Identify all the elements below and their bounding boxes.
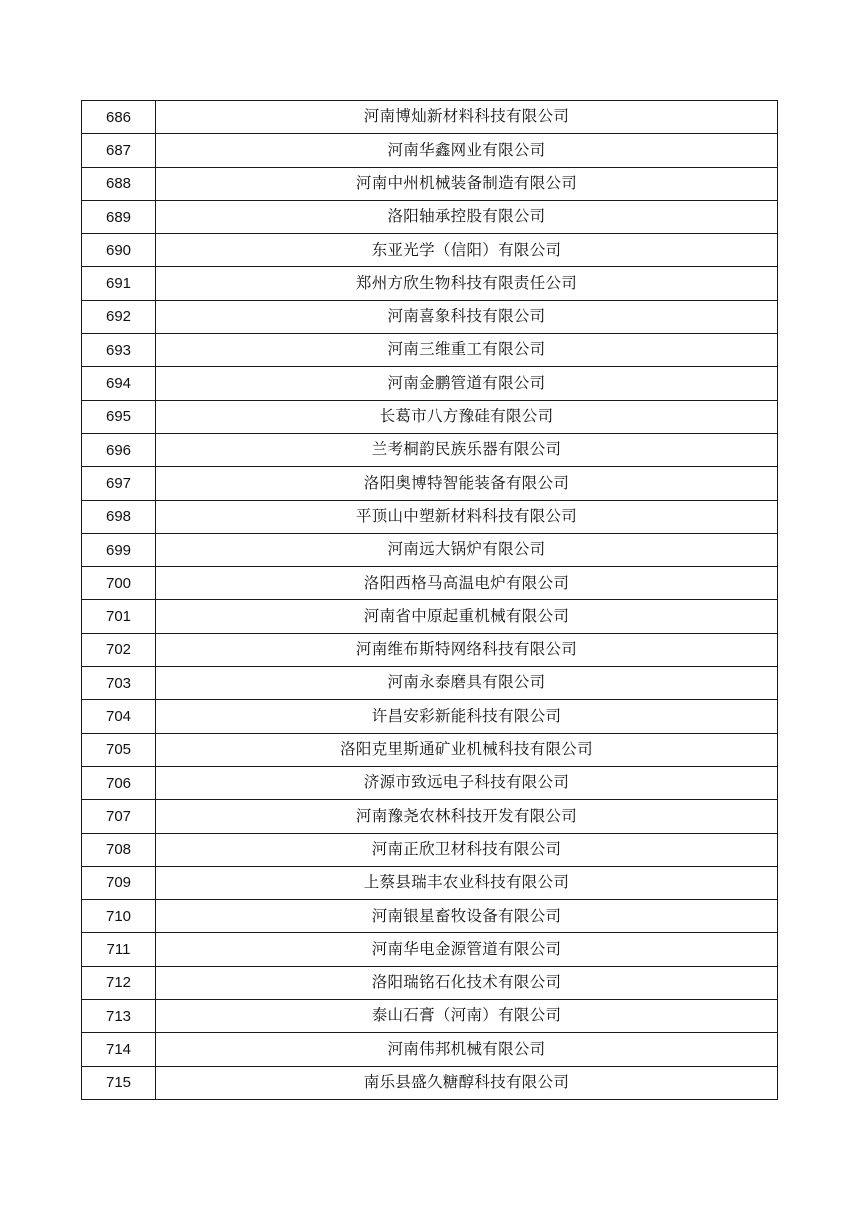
- row-number: 700: [82, 567, 156, 600]
- row-number: 688: [82, 167, 156, 200]
- company-name: 河南三维重工有限公司: [156, 334, 778, 367]
- company-name: 河南博灿新材料科技有限公司: [156, 101, 778, 134]
- table-row: [82, 1033, 778, 1066]
- table-row: [82, 667, 778, 700]
- row-number: 707: [82, 800, 156, 833]
- company-name: 河南银星畜牧设备有限公司: [156, 900, 778, 933]
- company-name: 郑州方欣生物科技有限责任公司: [156, 267, 778, 300]
- table-row: [82, 334, 778, 367]
- row-number: 695: [82, 400, 156, 433]
- company-name: 洛阳克里斯通矿业机械科技有限公司: [156, 733, 778, 766]
- table-row: [82, 733, 778, 766]
- table-row: [82, 700, 778, 733]
- table-row: [82, 267, 778, 300]
- row-number: 702: [82, 633, 156, 666]
- row-number: 704: [82, 700, 156, 733]
- table-row: [82, 234, 778, 267]
- company-name: 河南伟邦机械有限公司: [156, 1033, 778, 1066]
- row-number: 698: [82, 500, 156, 533]
- row-number: 711: [82, 933, 156, 966]
- row-number: 713: [82, 1000, 156, 1033]
- table-row: [82, 800, 778, 833]
- row-number: 699: [82, 533, 156, 566]
- row-number: 709: [82, 866, 156, 899]
- company-name: 洛阳轴承控股有限公司: [156, 200, 778, 233]
- table-row: [82, 966, 778, 999]
- table-row: [82, 766, 778, 799]
- table-row: [82, 167, 778, 200]
- table-row: [82, 101, 778, 134]
- row-number: 694: [82, 367, 156, 400]
- table-row: [82, 400, 778, 433]
- table-row: [82, 833, 778, 866]
- row-number: 689: [82, 200, 156, 233]
- row-number: 706: [82, 766, 156, 799]
- row-number: 715: [82, 1066, 156, 1099]
- company-name: 河南正欣卫材科技有限公司: [156, 833, 778, 866]
- company-name: 东亚光学（信阳）有限公司: [156, 234, 778, 267]
- row-number: 712: [82, 966, 156, 999]
- row-number: 697: [82, 467, 156, 500]
- table-row: [82, 600, 778, 633]
- row-number: 687: [82, 134, 156, 167]
- row-number: 690: [82, 234, 156, 267]
- company-name: 河南远大锅炉有限公司: [156, 533, 778, 566]
- row-number: 693: [82, 334, 156, 367]
- row-number: 701: [82, 600, 156, 633]
- row-number: 686: [82, 101, 156, 134]
- table-row: [82, 633, 778, 666]
- company-name: 河南喜象科技有限公司: [156, 300, 778, 333]
- company-name: 平顶山中塑新材料科技有限公司: [156, 500, 778, 533]
- table-row: [82, 933, 778, 966]
- table-row: [82, 300, 778, 333]
- table-row: [82, 433, 778, 466]
- company-name: 洛阳瑞铭石化技术有限公司: [156, 966, 778, 999]
- table-row: [82, 367, 778, 400]
- company-name: 济源市致远电子科技有限公司: [156, 766, 778, 799]
- company-name: 许昌安彩新能科技有限公司: [156, 700, 778, 733]
- table-row: [82, 200, 778, 233]
- company-name: 河南豫尧农林科技开发有限公司: [156, 800, 778, 833]
- company-name: 上蔡县瑞丰农业科技有限公司: [156, 866, 778, 899]
- company-name: 河南中州机械装备制造有限公司: [156, 167, 778, 200]
- company-name: 河南华鑫网业有限公司: [156, 134, 778, 167]
- company-name: 泰山石膏（河南）有限公司: [156, 1000, 778, 1033]
- company-name: 河南华电金源管道有限公司: [156, 933, 778, 966]
- row-number: 708: [82, 833, 156, 866]
- company-list-table: [81, 100, 778, 1100]
- table-row: [82, 1066, 778, 1099]
- row-number: 696: [82, 433, 156, 466]
- company-name: 河南维布斯特网络科技有限公司: [156, 633, 778, 666]
- company-name: 河南省中原起重机械有限公司: [156, 600, 778, 633]
- table-row: [82, 500, 778, 533]
- company-name: 洛阳奥博特智能装备有限公司: [156, 467, 778, 500]
- table-row: [82, 533, 778, 566]
- company-name: 南乐县盛久糖醇科技有限公司: [156, 1066, 778, 1099]
- row-number: 710: [82, 900, 156, 933]
- table-row: [82, 1000, 778, 1033]
- row-number: 714: [82, 1033, 156, 1066]
- table-row: [82, 467, 778, 500]
- row-number: 691: [82, 267, 156, 300]
- table-row: [82, 900, 778, 933]
- row-number: 705: [82, 733, 156, 766]
- table-body: [82, 101, 778, 1100]
- row-number: 692: [82, 300, 156, 333]
- company-name: 长葛市八方豫硅有限公司: [156, 400, 778, 433]
- company-name: 兰考桐韵民族乐器有限公司: [156, 433, 778, 466]
- row-number: 703: [82, 667, 156, 700]
- table-row: [82, 567, 778, 600]
- company-name: 河南金鹏管道有限公司: [156, 367, 778, 400]
- table-row: [82, 134, 778, 167]
- table-row: [82, 866, 778, 899]
- company-name: 洛阳西格马高温电炉有限公司: [156, 567, 778, 600]
- company-name: 河南永泰磨具有限公司: [156, 667, 778, 700]
